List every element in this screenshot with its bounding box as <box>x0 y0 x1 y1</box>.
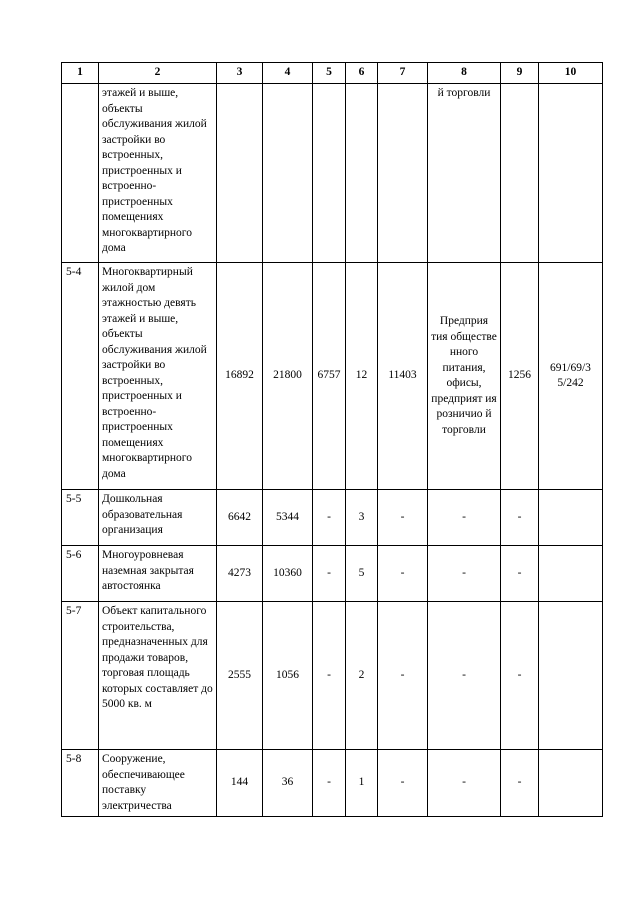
header-cell-3: 3 <box>217 63 263 84</box>
cell-col10 <box>539 602 603 750</box>
table-row <box>62 546 603 602</box>
header-cell-7: 7 <box>378 63 428 84</box>
cell-col4 <box>263 84 313 263</box>
table-row <box>62 84 603 263</box>
header-cell-8: 8 <box>428 63 501 84</box>
cell-col7 <box>378 84 428 263</box>
cell-col10 <box>539 490 603 546</box>
cell-col4: 10360 <box>263 546 313 602</box>
header-cell-5: 5 <box>313 63 346 84</box>
row-number: 5-5 <box>62 490 99 546</box>
object-name: Многоуровневая наземная закрытая автостоянка <box>99 546 217 602</box>
cell-col9: - <box>501 490 539 546</box>
cell-col7: - <box>378 490 428 546</box>
table-row <box>62 602 603 750</box>
header-cell-10: 10 <box>539 63 603 84</box>
cell-col9: 1256 <box>501 263 539 490</box>
row-number: 5-6 <box>62 546 99 602</box>
cell-col8: Предприя тия обществе нного питания, офисы, предприят ия розничио й торговли <box>428 263 501 490</box>
cell-col5: 6757 <box>313 263 346 490</box>
cell-col7: - <box>378 546 428 602</box>
cell-col3: 144 <box>217 750 263 817</box>
object-name: Многоквартирный жилой дом этажностью девять этажей и выше, объекты обслуживания жилой застройки во встроенных, пристроенных и встроенно-пристроенных помещениях многоквартирного дома <box>99 263 217 490</box>
cell-col5: - <box>313 546 346 602</box>
cell-col6: 12 <box>346 263 378 490</box>
cell-col3: 16892 <box>217 263 263 490</box>
cell-col6: 1 <box>346 750 378 817</box>
table-row <box>62 263 603 490</box>
cell-col3: 6642 <box>217 490 263 546</box>
cell-col8: - <box>428 750 501 817</box>
header-row <box>62 63 603 84</box>
cell-col9: - <box>501 602 539 750</box>
cell-col5: - <box>313 490 346 546</box>
object-name: Объект капитального строительства, предназначенных для продажи товаров, торговая площадь которых составляет до 5000 кв. м <box>99 602 217 750</box>
cell-col5: - <box>313 602 346 750</box>
cell-col4: 21800 <box>263 263 313 490</box>
object-name: этажей и выше, объекты обслуживания жилой застройки во встроенных, пристроенных и встроенно-пристроенных помещениях многоквартирного дома <box>99 84 217 263</box>
cell-col9: - <box>501 750 539 817</box>
cell-col7: - <box>378 602 428 750</box>
cell-col4: 5344 <box>263 490 313 546</box>
row-number: 5-4 <box>62 263 99 490</box>
cell-col8: - <box>428 546 501 602</box>
header-cell-2: 2 <box>99 63 217 84</box>
row-number: 5-8 <box>62 750 99 817</box>
header-cell-1: 1 <box>62 63 99 84</box>
cell-col6: 3 <box>346 490 378 546</box>
header-cell-9: 9 <box>501 63 539 84</box>
cell-col9 <box>501 84 539 263</box>
cell-col6: 2 <box>346 602 378 750</box>
cell-col6: 5 <box>346 546 378 602</box>
cell-col5 <box>313 84 346 263</box>
cell-col3: 2555 <box>217 602 263 750</box>
header-cell-6: 6 <box>346 63 378 84</box>
row-number: 5-7 <box>62 602 99 750</box>
cell-col10 <box>539 84 603 263</box>
cell-col10: 691/69/3 5/242 <box>539 263 603 490</box>
cell-col7: - <box>378 750 428 817</box>
cell-col4: 1056 <box>263 602 313 750</box>
table-row <box>62 490 603 546</box>
cell-col4: 36 <box>263 750 313 817</box>
cell-col10 <box>539 750 603 817</box>
cell-col9: - <box>501 546 539 602</box>
cell-col8: - <box>428 490 501 546</box>
object-name: Сооружение, обеспечивающее поставку электричества <box>99 750 217 817</box>
header-cell-4: 4 <box>263 63 313 84</box>
cell-col8: - <box>428 602 501 750</box>
row-number <box>62 84 99 263</box>
cell-col7: 11403 <box>378 263 428 490</box>
cell-col5: - <box>313 750 346 817</box>
object-name: Дошкольная образовательная организация <box>99 490 217 546</box>
data-table <box>61 62 603 817</box>
table-row <box>62 750 603 817</box>
cell-col8: й торговли <box>428 84 501 263</box>
cell-col3: 4273 <box>217 546 263 602</box>
cell-col3 <box>217 84 263 263</box>
cell-col6 <box>346 84 378 263</box>
cell-col10 <box>539 546 603 602</box>
